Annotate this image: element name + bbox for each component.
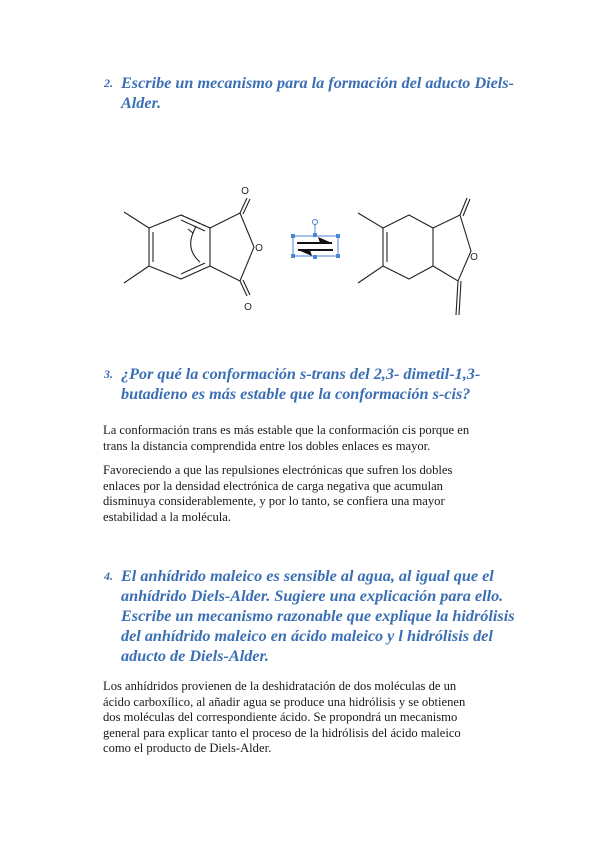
heading-line: aducto de Diels-Alder. <box>121 647 269 665</box>
adduct-molecule <box>358 198 471 315</box>
text-line: trans la distancia comprendida entre los dobles enlaces es mayor. <box>103 438 431 453</box>
answer-4-paragraph <box>103 679 523 757</box>
heading-line: Escribe un mecanismo para la formación del aducto Diels- <box>121 74 514 92</box>
oxygen-label: O <box>255 243 263 254</box>
oxygen-label: O <box>244 302 252 313</box>
heading-line: Alder. <box>121 94 162 112</box>
heading-line: Escribe un mecanismo razonable que explique la hidrólisis <box>121 607 515 625</box>
text-line: Los anhídridos provienen de la deshidratación de dos moléculas de un <box>103 679 457 693</box>
question-number: 4. <box>104 569 113 583</box>
heading-line: ¿Por qué la conformación s-trans del 2,3- dimetil-1,3- <box>121 365 481 383</box>
text-line: Favoreciendo a que las repulsiones electrónicas que sufren los dobles <box>103 463 453 477</box>
question-4-heading <box>104 566 561 666</box>
text-line: enlaces por la densidad electrónica de carga negativa que acumulan <box>103 478 443 493</box>
answer-3-paragraph-1 <box>103 423 523 454</box>
text-line: estabilidad a la molécula. <box>103 509 231 524</box>
heading-line: anhídrido Diels-Alder. Sugiere una explicación para ello. <box>121 587 504 605</box>
oxygen-label: O <box>241 186 249 197</box>
text-line: general para explicar tanto el proceso de la hidrólisis del ácido maleico <box>103 725 461 740</box>
question-number: 2. <box>104 76 113 90</box>
anhydride-molecule <box>124 198 254 296</box>
heading-line: butadieno es más estable que la conformación s-cis? <box>121 385 471 403</box>
answer-3-paragraph-2 <box>103 463 523 525</box>
heading-line: El anhídrido maleico es sensible al agua, al igual que el <box>121 567 494 585</box>
text-line: como el producto de Diels-Alder. <box>103 741 272 756</box>
heading-line: del anhídrido maleico en ácido maleico y l hidrólisis del <box>121 627 493 645</box>
oxygen-label: O <box>470 252 478 263</box>
text-line: La conformación trans es más estable que la conformación cis porque en <box>103 423 470 437</box>
text-line: ácido carboxílico, al añadir agua se produce una hidrólisis y se obtienen <box>103 694 466 709</box>
text-line: dos moléculas del correspondiente ácido. Se propondrá un mecanismo <box>103 710 458 725</box>
question-number: 3. <box>104 367 113 381</box>
question-3-heading <box>104 364 561 404</box>
equilibrium-arrow[interactable] <box>291 220 340 260</box>
text-line: disminuya considerablemente, y por lo tanto, se confiera una mayor <box>103 494 445 509</box>
